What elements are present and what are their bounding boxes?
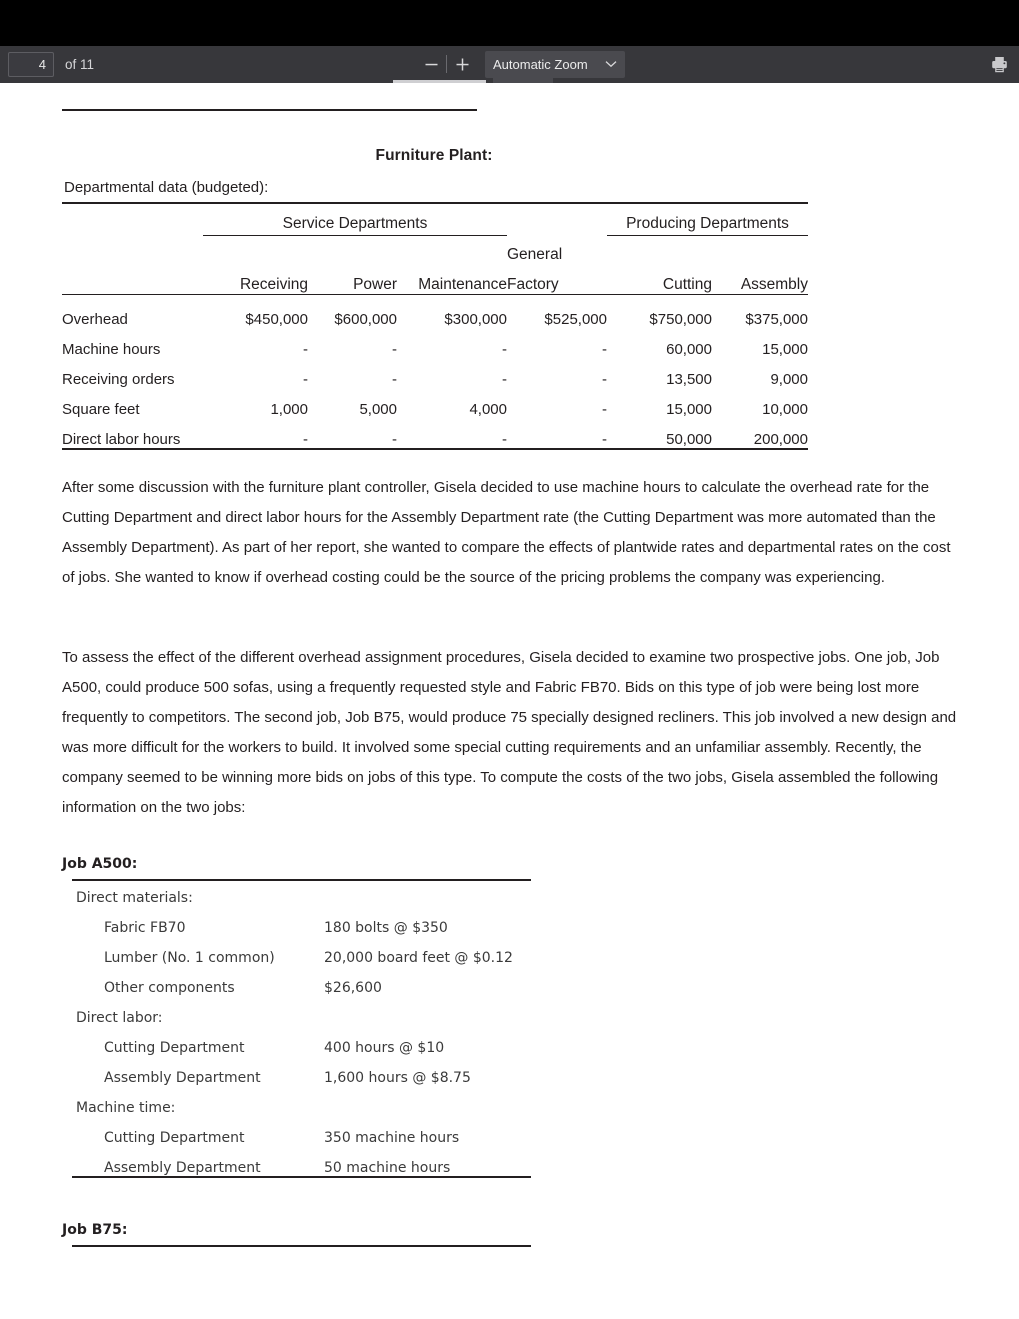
cell-assembly: 15,000	[762, 341, 808, 358]
page-count-label: of 11	[65, 57, 95, 72]
print-button[interactable]	[985, 51, 1013, 78]
item-label: Direct materials:	[76, 890, 193, 906]
cell-general-factory: -	[602, 431, 607, 448]
table-row	[62, 388, 808, 418]
item-value: 1,600 hours @ $8.75	[324, 1070, 471, 1086]
item-label: Assembly Department	[104, 1160, 261, 1176]
job-a500-top-rule	[72, 879, 531, 881]
cell-receiving: 1,000	[270, 401, 308, 418]
cell-receiving: -	[303, 431, 308, 448]
printer-icon	[990, 55, 1009, 74]
table-row	[62, 358, 808, 388]
column-header-power: Power	[353, 276, 397, 293]
table-row	[62, 298, 808, 328]
row-label: Receiving orders	[62, 371, 175, 388]
cell-general-factory: $525,000	[544, 311, 607, 328]
zoom-in-button[interactable]	[449, 51, 475, 78]
table-row	[62, 328, 808, 358]
item-value: 350 machine hours	[324, 1130, 460, 1146]
cell-maintenance: -	[502, 431, 507, 448]
cell-maintenance: -	[502, 341, 507, 358]
column-header-general: General	[507, 246, 563, 263]
cell-assembly: 200,000	[753, 431, 808, 448]
item-value: 400 hours @ $10	[324, 1040, 445, 1056]
table-group-header-row	[62, 207, 808, 233]
body-paragraph-2: To assess the effect of the different overhead assignment procedures, Gisela decided to examine two prospective jobs. One job, Job A500, could produce 500 sofas, using a frequently requested style and Fabric FB70. Bids on this type of job were being lost more frequently to competitors. The second job, Job B75, would produce 75 specially designed recliners. This job involved a new design and was more difficult for the workers to build. It involved some special cutting requirements and an unfamiliar assembly. Recently, the company seemed to be winning more bids on jobs of this type. To compute the costs of the two jobs, Gisela assembled the following information on the two jobs:	[62, 649, 957, 816]
cell-cutting: $750,000	[649, 311, 712, 328]
item-value: 50 machine hours	[324, 1160, 451, 1176]
item-label: Direct labor:	[76, 1010, 163, 1026]
item-label: Cutting Department	[104, 1040, 245, 1056]
row-label: Square feet	[62, 401, 140, 418]
chevron-down-icon	[605, 60, 617, 68]
pdf-page	[0, 83, 1019, 1319]
item-label: Cutting Department	[104, 1130, 245, 1146]
cell-general-factory: -	[602, 371, 607, 388]
cell-receiving: -	[303, 371, 308, 388]
body-paragraph-1: After some discussion with the furniture plant controller, Gisela decided to use machine hours to calculate the overhead rate for the Cutting Department and direct labor hours for the Assembly Department rate (the Cutting Department was more automated than the Assembly Department). As part of her report, she wanted to compare the effects of plantwide rates and departmental rates on the cost of jobs. She wanted to know if overhead costing could be the source of the pricing problems the company was experiencing.	[62, 479, 951, 586]
column-header-receiving: Receiving	[239, 276, 308, 293]
table-rule-bottom	[62, 449, 808, 453]
cell-cutting: 50,000	[666, 431, 712, 448]
page-number-input[interactable]	[8, 52, 54, 77]
group-header-producing: Producing Departments	[626, 215, 789, 232]
viewer-top-strip	[0, 0, 1019, 46]
departmental-data-label: Departmental data (budgeted):	[64, 179, 269, 196]
cell-assembly: 9,000	[770, 371, 808, 388]
cell-power: $600,000	[334, 311, 397, 328]
cell-receiving: $450,000	[245, 311, 308, 328]
cell-power: -	[392, 431, 397, 448]
minus-icon	[424, 57, 439, 72]
column-header-maintenance: Maintenance	[418, 276, 507, 293]
departmental-data-table	[62, 202, 808, 453]
cell-cutting: 13,500	[666, 371, 712, 388]
column-header-assembly: Assembly	[740, 276, 808, 293]
cell-receiving: -	[303, 341, 308, 358]
item-label: Lumber (No. 1 common)	[104, 950, 275, 966]
cell-cutting: 60,000	[666, 341, 712, 358]
row-label: Machine hours	[62, 341, 161, 358]
zoom-out-button[interactable]	[418, 51, 444, 78]
item-label: Assembly Department	[104, 1070, 261, 1086]
table-subheader-row-2	[62, 264, 808, 295]
job-a500-title: Job A500:	[62, 856, 138, 872]
cell-maintenance: $300,000	[444, 311, 507, 328]
toolbar-divider	[446, 55, 447, 73]
item-value: 20,000 board feet @ $0.12	[324, 950, 513, 966]
cell-cutting: 15,000	[666, 401, 712, 418]
toolbar-left-group	[8, 50, 94, 79]
toolbar-right-group	[985, 50, 1013, 79]
column-header-factory: Factory	[507, 276, 559, 293]
item-value: $26,600	[324, 980, 382, 996]
item-label: Machine time:	[76, 1100, 176, 1116]
cell-general-factory: -	[602, 341, 607, 358]
group-header-service: Service Departments	[282, 215, 428, 232]
cell-power: 5,000	[359, 401, 397, 418]
item-label: Fabric FB70	[104, 920, 186, 936]
plus-icon	[455, 57, 470, 72]
zoom-level-label: Automatic Zoom	[493, 56, 588, 72]
cell-maintenance: -	[502, 371, 507, 388]
zoom-level-select[interactable]	[485, 51, 625, 78]
cell-assembly: $375,000	[745, 311, 808, 328]
cell-general-factory: -	[602, 401, 607, 418]
table-subheader-row-1	[62, 236, 808, 265]
column-header-cutting: Cutting	[662, 276, 712, 293]
previous-table-bottom-rule	[62, 109, 477, 111]
page-title: Furniture Plant:	[375, 147, 493, 164]
job-b75-title: Job B75:	[62, 1222, 128, 1238]
job-b75-top-rule	[72, 1245, 531, 1247]
job-a500-bottom-rule	[72, 1176, 531, 1178]
cell-power: -	[392, 371, 397, 388]
table-row	[62, 418, 808, 449]
item-label: Other components	[104, 980, 235, 996]
row-label: Direct labor hours	[62, 431, 181, 448]
item-value: 180 bolts @ $350	[324, 920, 448, 936]
row-label: Overhead	[62, 311, 128, 328]
cell-assembly: 10,000	[762, 401, 808, 418]
toolbar-zoom-group	[418, 49, 625, 79]
cell-power: -	[392, 341, 397, 358]
cell-maintenance: 4,000	[469, 401, 507, 418]
